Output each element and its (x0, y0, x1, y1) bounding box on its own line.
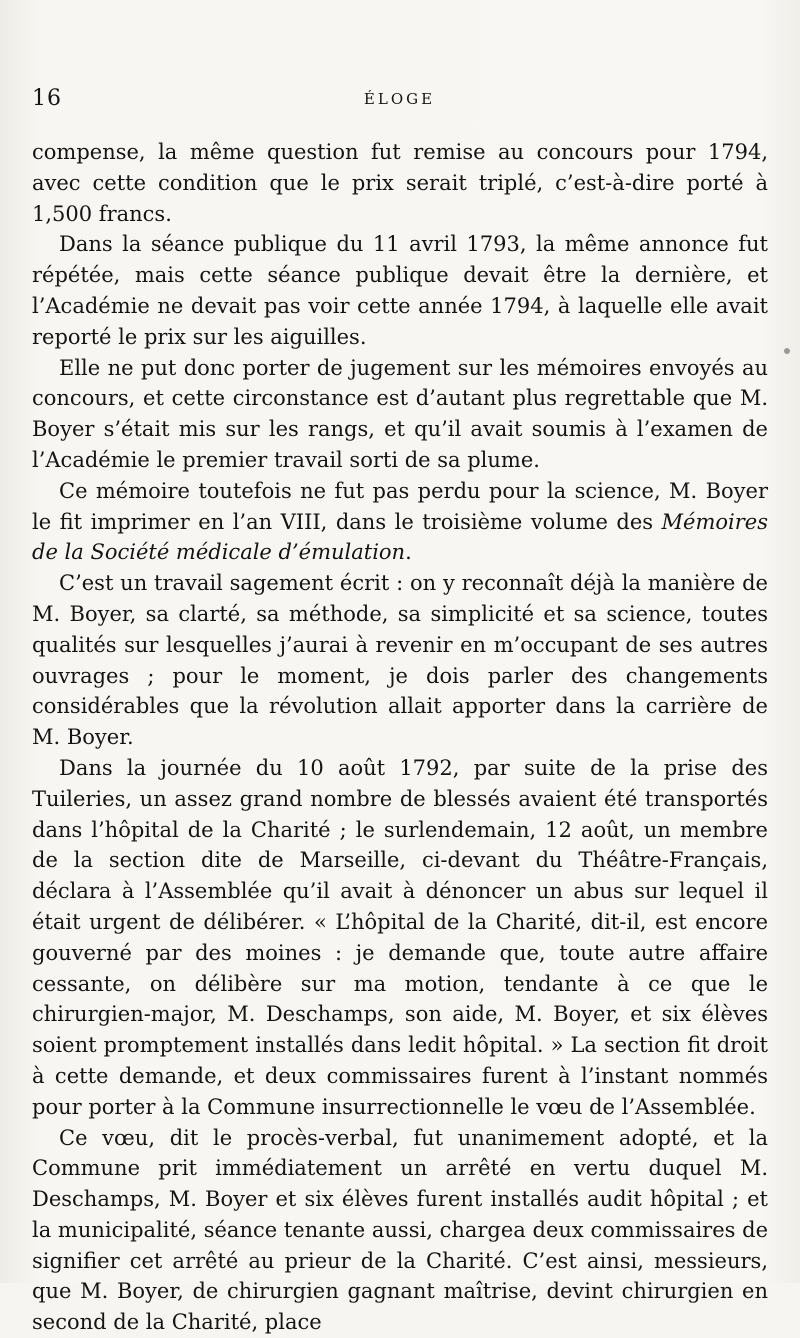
journal-title-italic: Mémoires de la Société médicale d’émulation (32, 510, 768, 565)
paragraph-2-text: Dans la séance publique du 11 avril 1793, la même annonce fut répétée, mais cette séance publique devait être la dernière, et l’Académie ne devait pas voir cette année 1794, à laquelle elle avait reporté le prix sur les aiguilles. (32, 232, 768, 348)
paragraph-6-text: Dans la journée du 10 août 1792, par suite de la prise des Tuileries, un assez grand nombre de blessés avaient été transportés dans l’hôpital de la Charité ; le surlendemain, 12 août, un membre de la section dite de Marseille, ci-devant du Théâtre-Français, déclara à l’Assemblée qu’il avait à dénoncer un abus sur lequel il était urgent de délibérer. « L’hôpital de la Charité, dit-il, est encore gouverné par des moines : je demande que, toute autre affaire cessante, on délibère sur ma motion, tendante à ce que le chirurgien-major, M. Deschamps, son aide, M. Boyer, et six élèves soient promptement installés dans ledit hôpital. » La section fit droit à cette demande, et deux commissaires furent à l’instant nommés pour porter à la Commune insurrectionnelle le vœu de l’Assemblée. (32, 756, 768, 1119)
page-number: 16 (32, 86, 62, 111)
body-text (32, 137, 768, 1338)
paragraph-1-text: compense, la même question fut remise au concours pour 1794, avec cette condition que le prix serait triplé, c’est-à-dire porté à 1,500 francs. (32, 140, 768, 226)
margin-spot (784, 348, 790, 354)
paragraph-3 (32, 353, 768, 476)
paragraph-2 (32, 229, 768, 352)
paragraph-5-text: C’est un travail sagement écrit : on y reconnaît déjà la manière de M. Boyer, sa clarté, sa méthode, sa simplicité et sa science, toutes qualités sur lesquelles j’aurai à revenir en m’occupant de ses autres ouvrages ; pour le moment, je dois parler des changements considérables que la révolution allait apporter dans la carrière de M. Boyer. (32, 571, 768, 749)
paragraph-3-text: Elle ne put donc porter de jugement sur les mémoires envoyés au concours, et cette circonstance est d’autant plus regrettable que M. Boyer s’était mis sur les rangs, et qu’il avait soumis à l’examen de l’Académie le premier travail sorti de sa plume. (32, 356, 768, 472)
paragraph-4-end: . (405, 540, 412, 564)
running-title: ÉLOGE (32, 90, 767, 108)
page-header (32, 86, 767, 116)
paragraph-5 (32, 568, 768, 753)
paragraph-6 (32, 753, 768, 1123)
paragraph-4 (32, 476, 768, 568)
paragraph-7 (32, 1123, 768, 1338)
paragraph-4-text: Ce mémoire toutefois ne fut pas perdu pour la science, M. Boyer le fit imprimer en l’an VIII, dans le troisième volume des (32, 479, 768, 534)
paragraph-1 (32, 137, 768, 229)
paragraph-7-text: Ce vœu, dit le procès-verbal, fut unanimement adopté, et la Commune prit immédiatement un arrêté en vertu duquel M. Deschamps, M. Boyer et six élèves furent installés audit hôpital ; et la municipalité, séance tenante aussi, chargea deux commissaires de signifier cet arrêté au prieur de la Charité. C’est ainsi, messieurs, que M. Boyer, de chirurgien gagnant maîtrise, devint chirurgien en second de la Charité, place (32, 1126, 768, 1335)
